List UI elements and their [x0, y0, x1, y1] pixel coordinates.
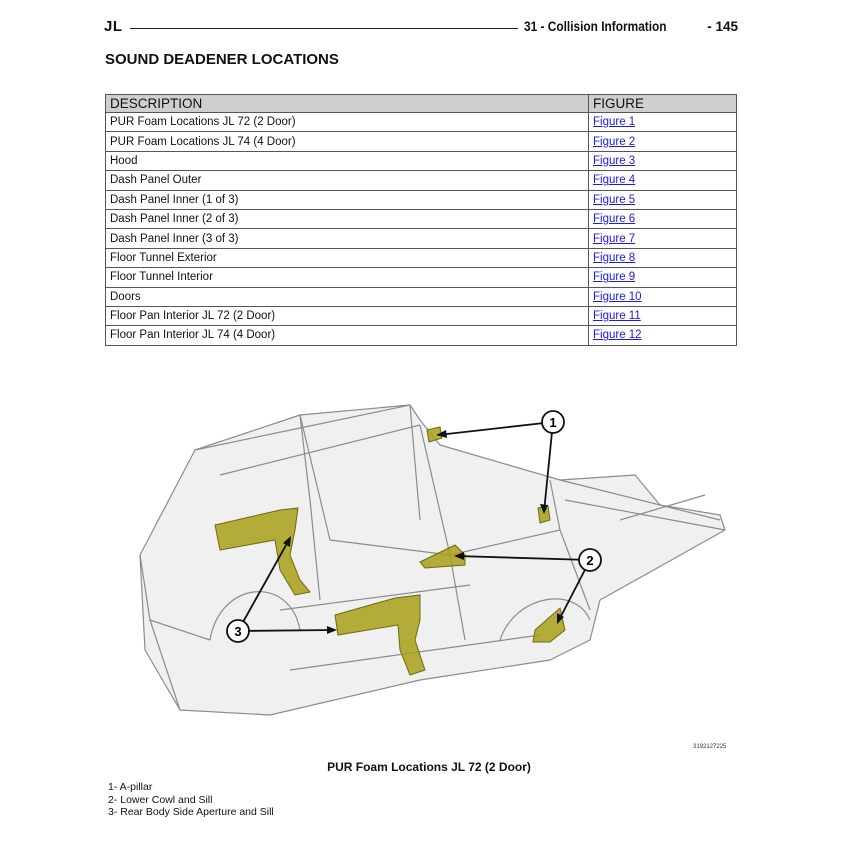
- table-header-row: [106, 95, 737, 113]
- table-row: [106, 326, 737, 345]
- table-row: [106, 209, 737, 228]
- description-column-header: DESCRIPTION: [106, 95, 589, 113]
- row-description: Dash Panel Inner (1 of 3): [106, 190, 589, 209]
- header-rule: [130, 28, 518, 29]
- row-description: PUR Foam Locations JL 74 (4 Door): [106, 132, 589, 151]
- row-figure-cell: [589, 151, 737, 170]
- row-figure-cell: [589, 268, 737, 287]
- row-figure-cell: [589, 326, 737, 345]
- callout-3: [227, 620, 249, 642]
- row-description: Dash Panel Inner (3 of 3): [106, 229, 589, 248]
- callout-1-label: 1: [549, 415, 557, 430]
- table-row: [106, 287, 737, 306]
- legend-item: 2- Lower Cowl and Sill: [108, 793, 213, 806]
- row-description: Dash Panel Inner (2 of 3): [106, 209, 589, 228]
- callout-1: [542, 411, 564, 433]
- row-figure-cell: [589, 171, 737, 190]
- figure-link[interactable]: Figure 5: [593, 193, 636, 206]
- figure-caption: PUR Foam Locations JL 72 (2 Door): [327, 760, 531, 774]
- figure-link[interactable]: Figure 10: [593, 290, 642, 303]
- vehicle-body-illustration: [120, 380, 740, 740]
- table-row: [106, 248, 737, 267]
- header-section: 31 - Collision Information: [524, 19, 667, 34]
- locations-table: [105, 94, 737, 346]
- table-body: [106, 113, 737, 346]
- table-row: [106, 151, 737, 170]
- row-figure-cell: [589, 229, 737, 248]
- callout-2-label: 2: [586, 553, 594, 568]
- row-figure-cell: [589, 287, 737, 306]
- table-row: [106, 113, 737, 132]
- header-model: JL: [104, 18, 123, 35]
- table-row: [106, 268, 737, 287]
- figure-column-header: FIGURE: [589, 95, 737, 113]
- figure-link[interactable]: Figure 6: [593, 213, 636, 226]
- row-figure-cell: [589, 248, 737, 267]
- page-header: [104, 18, 738, 40]
- callout-2: [579, 549, 601, 571]
- row-figure-cell: [589, 132, 737, 151]
- figure-legend: [108, 781, 274, 819]
- row-figure-cell: [589, 209, 737, 228]
- figure-link[interactable]: Figure 4: [593, 174, 636, 187]
- row-description: Floor Pan Interior JL 72 (2 Door): [106, 306, 589, 325]
- figure-link[interactable]: Figure 11: [593, 310, 641, 323]
- row-figure-cell: [589, 190, 737, 209]
- table-row: [106, 306, 737, 325]
- legend-item: 1- A-pillar: [108, 781, 153, 793]
- figure-link[interactable]: Figure 1: [593, 116, 636, 129]
- table-row: [106, 132, 737, 151]
- figure-link[interactable]: Figure 2: [593, 135, 636, 148]
- legend-item: 3- Rear Body Side Aperture and Sill: [108, 806, 274, 818]
- page-title: SOUND DEADENER LOCATIONS: [105, 51, 339, 68]
- figure-link[interactable]: Figure 12: [593, 329, 642, 342]
- figure-link[interactable]: Figure 3: [593, 154, 636, 167]
- table-row: [106, 229, 737, 248]
- row-description: Doors: [106, 287, 589, 306]
- table-row: [106, 190, 737, 209]
- row-figure-cell: [589, 306, 737, 325]
- row-description: Hood: [106, 151, 589, 170]
- header-page-number: - 145: [707, 19, 738, 34]
- row-description: Floor Tunnel Interior: [106, 268, 589, 287]
- figure-link[interactable]: Figure 7: [593, 232, 636, 245]
- row-description: Floor Tunnel Exterior: [106, 248, 589, 267]
- row-description: Floor Pan Interior JL 74 (4 Door): [106, 326, 589, 345]
- figure-link[interactable]: Figure 8: [593, 251, 636, 264]
- row-description: Dash Panel Outer: [106, 171, 589, 190]
- figure-link[interactable]: Figure 9: [593, 271, 636, 284]
- figure-id: 3192127225: [693, 744, 727, 750]
- row-figure-cell: [589, 113, 737, 132]
- row-description: PUR Foam Locations JL 72 (2 Door): [106, 113, 589, 132]
- callout-3-label: 3: [234, 624, 242, 639]
- table-row: [106, 171, 737, 190]
